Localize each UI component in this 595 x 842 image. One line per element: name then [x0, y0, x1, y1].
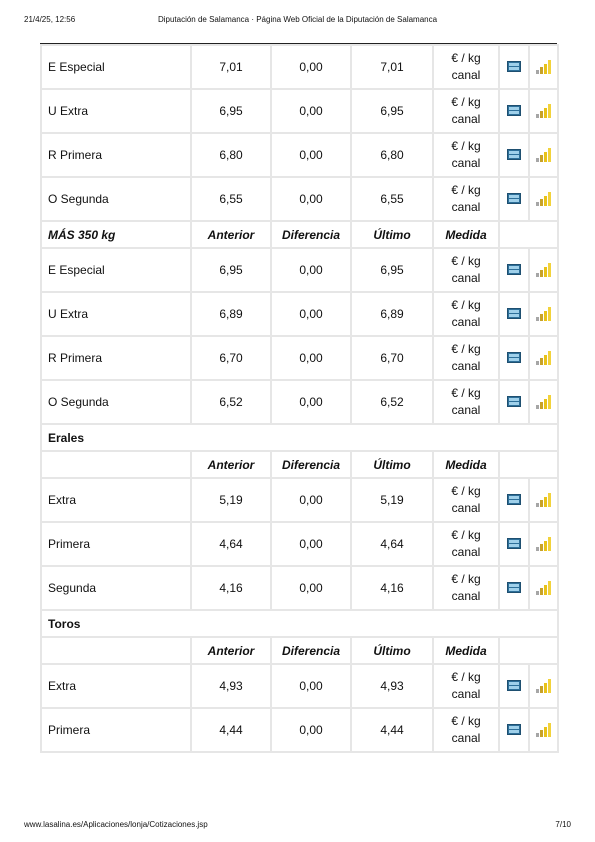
cell-anterior: 4,44	[191, 708, 271, 752]
chart-icon[interactable]	[536, 395, 551, 409]
empty-cell	[41, 637, 191, 664]
row-label: Extra	[41, 664, 191, 708]
row-label: O Segunda	[41, 177, 191, 221]
unit-line2: canal	[451, 687, 481, 701]
row-label: R Primera	[41, 336, 191, 380]
row-label: E Especial	[41, 248, 191, 292]
chart-icon[interactable]	[536, 723, 551, 737]
table-row	[41, 177, 558, 221]
unit-line2: canal	[451, 501, 481, 515]
chart-icon[interactable]	[536, 351, 551, 365]
cell-diferencia: 0,00	[271, 45, 351, 89]
chart-icon[interactable]	[536, 192, 551, 206]
table-row	[41, 336, 558, 380]
empty-cell	[499, 451, 558, 478]
cell-ultimo: 4,44	[351, 708, 433, 752]
cell-medida	[433, 478, 499, 522]
row-label: Primera	[41, 708, 191, 752]
chart-icon-cell[interactable]	[529, 380, 558, 424]
table-icon[interactable]	[507, 105, 521, 116]
empty-cell	[41, 451, 191, 478]
cell-medida	[433, 177, 499, 221]
cell-anterior: 4,64	[191, 522, 271, 566]
unit-line1: € / kg	[451, 714, 481, 728]
cell-medida	[433, 133, 499, 177]
chart-icon-cell[interactable]	[529, 522, 558, 566]
cell-ultimo: 6,55	[351, 177, 433, 221]
unit-line2: canal	[451, 589, 481, 603]
cell-anterior: 6,89	[191, 292, 271, 336]
chart-icon-cell[interactable]	[529, 664, 558, 708]
chart-icon[interactable]	[536, 104, 551, 118]
group-header-row	[41, 637, 558, 664]
chart-icon-cell[interactable]	[529, 478, 558, 522]
table-row	[41, 664, 558, 708]
unit-line1: € / kg	[451, 670, 481, 684]
cell-medida	[433, 45, 499, 89]
unit-line2: canal	[451, 271, 481, 285]
table-icon-cell[interactable]	[499, 522, 529, 566]
table-row	[41, 380, 558, 424]
cell-diferencia: 0,00	[271, 478, 351, 522]
unit-line1: € / kg	[451, 572, 481, 586]
unit-line2: canal	[451, 315, 481, 329]
table-icon-cell[interactable]	[499, 566, 529, 610]
table-icon[interactable]	[507, 149, 521, 160]
cell-anterior: 5,19	[191, 478, 271, 522]
table-icon-cell[interactable]	[499, 45, 529, 89]
section-row	[41, 424, 558, 451]
chart-icon[interactable]	[536, 493, 551, 507]
empty-cell	[499, 221, 558, 248]
table-icon[interactable]	[507, 264, 521, 275]
cell-diferencia: 0,00	[271, 708, 351, 752]
col-header-medida: Medida	[433, 451, 499, 478]
table-icon-cell[interactable]	[499, 336, 529, 380]
cell-anterior: 4,93	[191, 664, 271, 708]
table-icon-cell[interactable]	[499, 248, 529, 292]
cell-ultimo: 5,19	[351, 478, 433, 522]
unit-line1: € / kg	[451, 298, 481, 312]
unit-line1: € / kg	[451, 95, 481, 109]
chart-icon-cell[interactable]	[529, 566, 558, 610]
cell-medida	[433, 248, 499, 292]
cell-medida	[433, 522, 499, 566]
cell-anterior: 7,01	[191, 45, 271, 89]
cell-diferencia: 0,00	[271, 133, 351, 177]
unit-line2: canal	[451, 200, 481, 214]
section-title-erales: Erales	[41, 424, 558, 451]
table-icon-cell[interactable]	[499, 177, 529, 221]
unit-line1: € / kg	[451, 484, 481, 498]
prices-table	[40, 44, 559, 753]
table-icon[interactable]	[507, 538, 521, 549]
table-row	[41, 89, 558, 133]
table-icon-cell[interactable]	[499, 708, 529, 752]
chart-icon[interactable]	[536, 537, 551, 551]
table-icon[interactable]	[507, 193, 521, 204]
table-icon-cell[interactable]	[499, 478, 529, 522]
cell-diferencia: 0,00	[271, 248, 351, 292]
chart-icon-cell[interactable]	[529, 708, 558, 752]
table-icon-cell[interactable]	[499, 292, 529, 336]
footer-url: www.lasalina.es/Aplicaciones/lonja/Cotizaciones.jsp	[24, 820, 208, 829]
cell-diferencia: 0,00	[271, 177, 351, 221]
cell-medida	[433, 708, 499, 752]
cell-medida	[433, 664, 499, 708]
cell-medida	[433, 336, 499, 380]
table-row	[41, 133, 558, 177]
cell-diferencia: 0,00	[271, 336, 351, 380]
col-header-diferencia: Diferencia	[271, 221, 351, 248]
col-header-ultimo: Último	[351, 451, 433, 478]
cell-anterior: 6,52	[191, 380, 271, 424]
cell-anterior: 6,70	[191, 336, 271, 380]
table-icon[interactable]	[507, 308, 521, 319]
unit-line2: canal	[451, 112, 481, 126]
cell-anterior: 6,95	[191, 89, 271, 133]
group-title: MÁS 350 kg	[41, 221, 191, 248]
table-icon[interactable]	[507, 724, 521, 735]
section-title-toros: Toros	[41, 610, 558, 637]
table-icon-cell[interactable]	[499, 380, 529, 424]
row-label: Segunda	[41, 566, 191, 610]
cell-diferencia: 0,00	[271, 89, 351, 133]
section-row	[41, 610, 558, 637]
col-header-medida: Medida	[433, 221, 499, 248]
col-header-diferencia: Diferencia	[271, 451, 351, 478]
cell-ultimo: 6,70	[351, 336, 433, 380]
unit-line1: € / kg	[451, 51, 481, 65]
chart-icon-cell[interactable]	[529, 89, 558, 133]
cell-diferencia: 0,00	[271, 566, 351, 610]
cell-ultimo: 6,52	[351, 380, 433, 424]
row-label: Extra	[41, 478, 191, 522]
table-row	[41, 292, 558, 336]
unit-line1: € / kg	[451, 254, 481, 268]
chart-icon[interactable]	[536, 60, 551, 74]
cell-medida	[433, 380, 499, 424]
chart-icon[interactable]	[536, 148, 551, 162]
print-date: 21/4/25, 12:56	[24, 15, 76, 24]
cell-medida	[433, 89, 499, 133]
col-header-anterior: Anterior	[191, 451, 271, 478]
cell-ultimo: 6,95	[351, 89, 433, 133]
unit-line2: canal	[451, 359, 481, 373]
table-row	[41, 566, 558, 610]
cell-anterior: 4,16	[191, 566, 271, 610]
table-row	[41, 478, 558, 522]
unit-line2: canal	[451, 731, 481, 745]
unit-line1: € / kg	[451, 183, 481, 197]
table-icon[interactable]	[507, 352, 521, 363]
unit-line2: canal	[451, 156, 481, 170]
col-header-diferencia: Diferencia	[271, 637, 351, 664]
unit-line2: canal	[451, 403, 481, 417]
row-label: O Segunda	[41, 380, 191, 424]
table-icon[interactable]	[507, 680, 521, 691]
row-label: E Especial	[41, 45, 191, 89]
unit-line1: € / kg	[451, 528, 481, 542]
page-number: 7/10	[555, 820, 571, 829]
chart-icon-cell[interactable]	[529, 45, 558, 89]
table-icon-cell[interactable]	[499, 133, 529, 177]
table-row	[41, 248, 558, 292]
table-row	[41, 708, 558, 752]
table-icon[interactable]	[507, 494, 521, 505]
chart-icon[interactable]	[536, 263, 551, 277]
cell-anterior: 6,95	[191, 248, 271, 292]
cell-anterior: 6,80	[191, 133, 271, 177]
chart-icon[interactable]	[536, 307, 551, 321]
cell-ultimo: 6,80	[351, 133, 433, 177]
table-icon-cell[interactable]	[499, 89, 529, 133]
cell-ultimo: 6,95	[351, 248, 433, 292]
row-label: U Extra	[41, 292, 191, 336]
chart-icon-cell[interactable]	[529, 248, 558, 292]
unit-line1: € / kg	[451, 342, 481, 356]
cell-ultimo: 4,16	[351, 566, 433, 610]
page-title: Diputación de Salamanca · Página Web Oficial de la Diputación de Salamanca	[157, 15, 438, 24]
unit-line1: € / kg	[451, 139, 481, 153]
col-header-anterior: Anterior	[191, 637, 271, 664]
chart-icon-cell[interactable]	[529, 336, 558, 380]
chart-icon[interactable]	[536, 679, 551, 693]
table-row	[41, 522, 558, 566]
row-label: Primera	[41, 522, 191, 566]
table-icon[interactable]	[507, 396, 521, 407]
table-row	[41, 45, 558, 89]
row-label: U Extra	[41, 89, 191, 133]
chart-icon-cell[interactable]	[529, 292, 558, 336]
chart-icon-cell[interactable]	[529, 133, 558, 177]
unit-line1: € / kg	[451, 386, 481, 400]
group-header-row	[41, 221, 558, 248]
table-icon[interactable]	[507, 61, 521, 72]
col-header-medida: Medida	[433, 637, 499, 664]
col-header-anterior: Anterior	[191, 221, 271, 248]
table-icon-cell[interactable]	[499, 664, 529, 708]
table-icon[interactable]	[507, 582, 521, 593]
chart-icon-cell[interactable]	[529, 177, 558, 221]
cell-ultimo: 6,89	[351, 292, 433, 336]
cell-medida	[433, 566, 499, 610]
group-header-row	[41, 451, 558, 478]
unit-line2: canal	[451, 68, 481, 82]
cell-diferencia: 0,00	[271, 292, 351, 336]
cell-anterior: 6,55	[191, 177, 271, 221]
cell-diferencia: 0,00	[271, 380, 351, 424]
chart-icon[interactable]	[536, 581, 551, 595]
cell-diferencia: 0,00	[271, 522, 351, 566]
cell-medida	[433, 292, 499, 336]
row-label: R Primera	[41, 133, 191, 177]
empty-cell	[499, 637, 558, 664]
cell-diferencia: 0,00	[271, 664, 351, 708]
col-header-ultimo: Último	[351, 637, 433, 664]
cell-ultimo: 7,01	[351, 45, 433, 89]
col-header-ultimo: Último	[351, 221, 433, 248]
unit-line2: canal	[451, 545, 481, 559]
cell-ultimo: 4,64	[351, 522, 433, 566]
cell-ultimo: 4,93	[351, 664, 433, 708]
